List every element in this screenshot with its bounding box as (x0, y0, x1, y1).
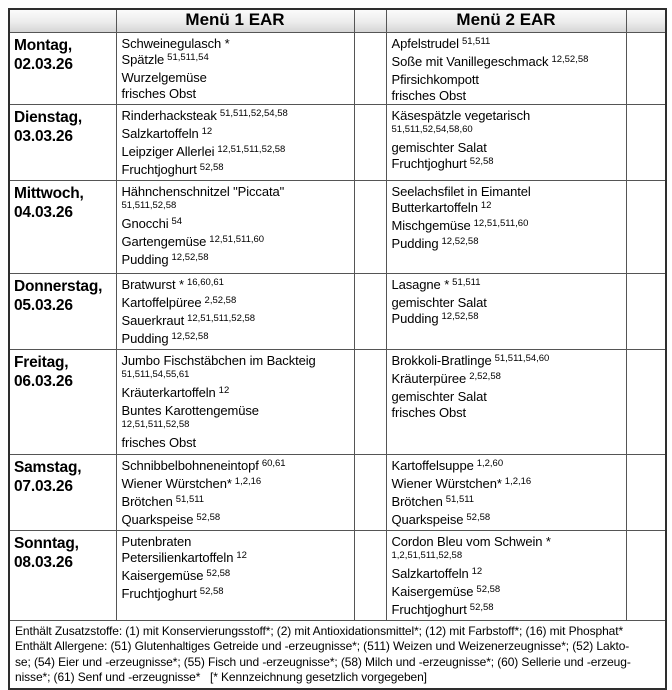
menu-item-name: Lasagne * (391, 276, 450, 292)
menu-item (392, 494, 624, 512)
menu-item-name: Cordon Bleu vom Schwein * (391, 533, 551, 549)
header-spacer-1 (354, 9, 386, 32)
menu-item-name: Buntes Karottengemüse (121, 402, 259, 418)
menu-item-name: frisches Obst (391, 404, 467, 420)
menu-item-name: Fruchtjoghurt (391, 155, 467, 171)
allergen-codes: 52,58 (469, 601, 494, 613)
header-spacer-2 (626, 9, 666, 32)
menu-item (122, 403, 352, 419)
menu-item-name: Kartoffelsuppe (391, 457, 474, 473)
menu-item (392, 602, 624, 620)
menu-item (122, 184, 352, 200)
spacer-cell-right (626, 454, 666, 530)
allergen-codes: 12 (201, 125, 213, 137)
allergen-codes: 52,58 (469, 155, 494, 167)
legend-line: Enthält Zusatzstoffe: (1) mit Konservierungsstoff*; (2) mit Antioxidationsmittel*; (12) mit Farbstoff*; (16) mit Phosphat* (15, 623, 624, 638)
header-menu1: Menü 1 EAR (116, 9, 354, 32)
allergen-codes: 51,511 (452, 276, 481, 288)
day-label: Donnerstag, (14, 277, 103, 295)
menu2-cell (386, 349, 626, 454)
day-cell (9, 349, 116, 454)
menu-item-name: gemischter Salat (391, 139, 487, 155)
day-cell (9, 530, 116, 620)
allergen-codes-line: 12,51,511,52,58 (121, 418, 190, 430)
menu-item-name: Hähnchenschnitzel "Piccata" (121, 183, 285, 199)
menu1-cell (116, 454, 354, 530)
menu-item (122, 36, 352, 52)
menu-item (392, 405, 624, 421)
spacer-cell-right (626, 349, 666, 454)
spacer-cell-middle (354, 530, 386, 620)
menu-item-name: Seelachsfilet in Eimantel (391, 183, 531, 199)
menu-item (122, 331, 352, 349)
menu-item-name: Salzkartoffeln (391, 565, 469, 581)
footer-row (9, 620, 666, 689)
day-label: Montag, (14, 36, 73, 54)
allergen-codes: 52,58 (466, 511, 491, 523)
menu-item (122, 494, 352, 512)
menu-item (392, 184, 624, 200)
menu-table (8, 8, 667, 690)
menu1-cell (116, 104, 354, 180)
menu-item-name: Quarkspeise (391, 511, 464, 527)
menu2-cell (386, 32, 626, 104)
menu-item (122, 568, 352, 586)
menu-item-name: Kaisergemüse (391, 583, 474, 599)
allergen-codes: 2,52,58 (469, 370, 501, 382)
menu-item (392, 389, 624, 405)
spacer-cell-middle (354, 32, 386, 104)
allergen-codes: 52,58 (476, 583, 501, 595)
day-date: 07.03.26 (14, 477, 73, 495)
header-day-empty (9, 9, 116, 32)
menu-item-name: Kräuterkartoffeln (121, 384, 216, 400)
menu-item (122, 534, 352, 550)
menu-row (9, 32, 666, 104)
allergen-codes: 12,52,58 (171, 251, 209, 263)
day-date: 03.03.26 (14, 127, 73, 145)
menu-item-name: Gartengemüse (121, 233, 207, 249)
day-cell (9, 32, 116, 104)
menu-item (122, 586, 352, 604)
menu-item (392, 566, 624, 584)
menu-item-name: Soße mit Vanillegeschmack (391, 53, 549, 69)
menu-item (122, 385, 352, 403)
allergen-codes-line: 1,2,51,511,52,58 (391, 549, 463, 561)
menu-item (392, 311, 624, 329)
menu-item-name: Leipziger Allerlei (121, 143, 215, 159)
spacer-cell-middle (354, 273, 386, 349)
menu-item-name: Schweinegulasch * (121, 35, 230, 51)
day-date: 04.03.26 (14, 203, 73, 221)
menu-item-name: Kräuterpüree (391, 370, 467, 386)
menu-item-name: Käsespätzle vegetarisch (391, 107, 531, 123)
allergen-codes-line: 51,511,52,54,58,60 (391, 123, 473, 135)
menu-item (392, 476, 624, 494)
menu2-cell (386, 530, 626, 620)
menu-item (122, 295, 352, 313)
allergen-codes: 12 (236, 549, 247, 561)
menu-item-name: Pudding (121, 330, 169, 346)
menu-item-name: Rinderhacksteak (121, 107, 217, 123)
allergen-codes: 60,61 (261, 457, 286, 469)
menu-item-name: Jumbo Fischstäbchen im Backteig (121, 352, 316, 368)
menu1-cell (116, 180, 354, 273)
allergen-codes: 54 (171, 215, 183, 227)
allergen-codes: 51,511,52,54,58 (219, 107, 288, 119)
menu-item-name: Butterkartoffeln (391, 199, 478, 215)
menu-item-name: Mischgemüse (391, 217, 471, 233)
allergen-codes: 12 (471, 565, 483, 577)
legend-line: nisse*; (61) Senf und -erzeugnisse* [* Kennzeichnung gesetzlich vorgegeben] (15, 670, 427, 684)
menu-item (122, 162, 352, 180)
menu-row (9, 349, 666, 454)
day-label: Freitag, (14, 353, 69, 371)
menu-item-name: Pudding (391, 235, 439, 251)
menu-item (122, 476, 352, 494)
menu-item (122, 512, 352, 530)
menu-item (392, 108, 624, 124)
menu-item-name: Salzkartoffeln (121, 125, 199, 141)
menu-item-name: frisches Obst (391, 87, 467, 103)
spacer-cell-middle (354, 104, 386, 180)
allergen-codes: 12 (218, 384, 230, 396)
menu-item-name: frisches Obst (121, 434, 197, 450)
menu-item (122, 435, 352, 451)
menu-item (392, 584, 624, 602)
menu-item (122, 216, 352, 234)
day-cell (9, 104, 116, 180)
menu-item-name: Fruchtjoghurt (121, 585, 197, 601)
menu-item (392, 371, 624, 389)
allergen-codes: 52,58 (196, 511, 221, 523)
allergen-codes: 16,60,61 (186, 276, 224, 288)
menu-item (392, 534, 624, 550)
allergen-codes: 12,52,58 (171, 330, 209, 342)
day-label: Sonntag, (14, 534, 79, 552)
allergen-codes: 51,511 (445, 493, 475, 505)
allergen-codes: 1,2,16 (504, 475, 532, 487)
menu-item-name: Wurzelgemüse (121, 69, 207, 85)
menu-item-name: Sauerkraut (121, 312, 185, 328)
menu-item (392, 200, 624, 218)
day-cell (9, 273, 116, 349)
menu-row (9, 530, 666, 620)
legend-line: Enthält Allergene: (51) Glutenhaltiges Getreide und -erzeugnisse*; (511) Weizen und Weizenerzeugnisse*; (52) Lakto- (15, 639, 630, 653)
menu-item-name: Brokkoli-Bratlinge (391, 352, 492, 368)
menu-item-name: gemischter Salat (391, 388, 487, 404)
allergen-codes: 51,511,54,60 (494, 352, 550, 364)
menu-item (392, 88, 624, 104)
day-cell (9, 454, 116, 530)
menu-item-name: Spätzle (121, 51, 165, 67)
day-label: Mittwoch, (14, 184, 84, 202)
menu-item (122, 108, 352, 126)
menu-item-name: Brötchen (391, 493, 443, 509)
allergen-codes: 52,58 (206, 567, 231, 579)
header-row (9, 9, 666, 32)
allergen-codes: 12,51,511,52,58 (217, 143, 286, 155)
menu-item-name: Quarkspeise (121, 511, 194, 527)
menu-item (392, 140, 624, 156)
menu-sheet (8, 8, 667, 690)
menu-row (9, 273, 666, 349)
menu-item (392, 295, 624, 311)
header-menu2: Menü 2 EAR (386, 9, 626, 32)
menu-item-name: Fruchtjoghurt (391, 601, 467, 617)
menu2-cell (386, 180, 626, 273)
spacer-cell-right (626, 273, 666, 349)
day-date: 02.03.26 (14, 55, 73, 73)
menu-item (122, 70, 352, 86)
menu-item-name: Kartoffelpüree (121, 294, 202, 310)
legend-cell (9, 620, 666, 689)
menu-item (392, 236, 624, 254)
menu-item (392, 458, 624, 476)
spacer-cell-middle (354, 180, 386, 273)
menu-item-name: Putenbraten (121, 533, 192, 549)
menu-item-name: Pfirsichkompott (391, 71, 479, 87)
menu-row (9, 104, 666, 180)
menu-item-name: Brötchen (121, 493, 173, 509)
menu-item-name: Pudding (391, 310, 439, 326)
menu-item (392, 218, 624, 236)
menu-item-name: gemischter Salat (391, 294, 487, 310)
allergen-codes: 12,52,58 (441, 235, 479, 247)
allergen-codes: 12,52,58 (551, 53, 589, 65)
allergen-codes-line: 51,511,52,58 (121, 199, 177, 211)
allergen-codes: 1,2,16 (234, 475, 262, 487)
allergen-codes: 12,51,511,52,58 (187, 312, 256, 324)
allergen-codes: 12,52,58 (441, 310, 479, 322)
menu-item (392, 512, 624, 530)
menu-item (122, 550, 352, 568)
menu2-cell (386, 454, 626, 530)
menu-item-name: Pudding (121, 251, 169, 267)
menu1-cell (116, 273, 354, 349)
allergen-codes: 51,511 (175, 493, 205, 505)
menu-item (122, 313, 352, 331)
menu-item (392, 36, 624, 54)
menu-item (122, 234, 352, 252)
menu-item (122, 252, 352, 270)
day-date: 06.03.26 (14, 372, 73, 390)
allergen-codes: 12,51,511,60 (473, 217, 529, 229)
allergen-codes-line: 51,511,54,55,61 (121, 368, 190, 380)
menu-item (122, 86, 352, 102)
allergen-codes: 1,2,60 (476, 457, 504, 469)
menu-item-name: Schnibbelbohneneintopf (121, 457, 259, 473)
day-label: Samstag, (14, 458, 82, 476)
spacer-cell-middle (354, 454, 386, 530)
allergen-codes: 2,52,58 (204, 294, 237, 306)
menu-row (9, 180, 666, 273)
legend-line: se; (54) Eier und -erzeugnisse*; (55) Fisch und -erzeugnisse*; (58) Milch und -erzeugnisse*; (60) Sellerie und -erzeug- (15, 654, 631, 669)
menu-item (392, 353, 624, 371)
day-cell (9, 180, 116, 273)
menu-item-name: Fruchtjoghurt (121, 161, 197, 177)
spacer-cell-right (626, 32, 666, 104)
allergen-codes: 51,511,54 (167, 51, 209, 63)
menu-item-name: Gnocchi (121, 215, 169, 231)
menu-item-name: Apfelstrudel (391, 35, 459, 51)
menu-item (122, 353, 352, 369)
allergen-codes: 52,58 (199, 585, 224, 597)
allergen-codes: 52,58 (199, 161, 224, 173)
allergen-codes: 51,511 (461, 35, 491, 47)
menu-item (392, 156, 624, 174)
day-date: 08.03.26 (14, 553, 73, 571)
menu2-cell (386, 104, 626, 180)
menu-item (392, 54, 624, 72)
spacer-cell-right (626, 104, 666, 180)
menu-item (122, 126, 352, 144)
allergen-codes: 12,51,511,60 (209, 233, 265, 245)
menu-item-name: frisches Obst (121, 85, 197, 101)
day-date: 05.03.26 (14, 296, 73, 314)
menu1-cell (116, 32, 354, 104)
spacer-cell-middle (354, 349, 386, 454)
day-label: Dienstag, (14, 108, 82, 126)
menu-table-body (9, 32, 666, 689)
spacer-cell-right (626, 180, 666, 273)
menu-item (122, 277, 352, 295)
menu-item (122, 458, 352, 476)
spacer-cell-right (626, 530, 666, 620)
menu-item (122, 52, 352, 70)
menu-item (392, 277, 624, 295)
allergen-codes: 12 (480, 199, 492, 211)
menu-item-name: Bratwurst * (121, 276, 184, 292)
menu-item (392, 72, 624, 88)
menu-item-name: Wiener Würstchen* (121, 475, 232, 491)
menu-row (9, 454, 666, 530)
menu1-cell (116, 530, 354, 620)
menu-item-name: Wiener Würstchen* (391, 475, 502, 491)
menu-item (122, 144, 352, 162)
menu2-cell (386, 273, 626, 349)
menu1-cell (116, 349, 354, 454)
menu-item-name: Petersilienkartoffeln (121, 549, 234, 565)
menu-item-name: Kaisergemüse (121, 567, 204, 583)
